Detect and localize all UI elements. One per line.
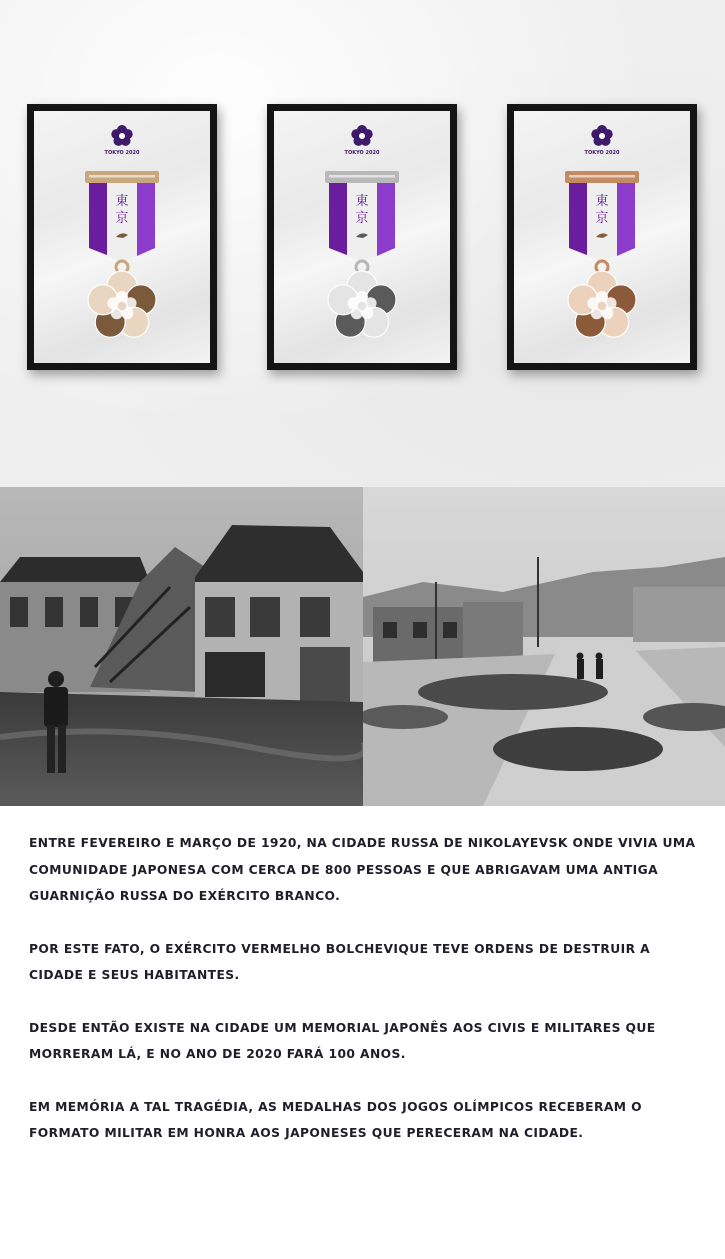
poster-paper (34, 111, 210, 363)
sakura-medal-icon (328, 271, 396, 337)
tokyo2020-emblem-icon (111, 125, 132, 146)
emblem-label: TOKYO 2020 (584, 150, 620, 156)
kanji-bottom: 京 (595, 211, 609, 226)
medals-wall (0, 0, 725, 487)
historic-photo-ruined-houses (0, 487, 363, 806)
tokyo2020-emblem-icon (591, 125, 612, 146)
kanji-top: 東 (595, 194, 609, 209)
emblem-label: TOKYO 2020 (344, 150, 380, 156)
poster-frame-silver (267, 104, 457, 370)
sakura-medal-icon (568, 271, 636, 337)
tokyo2020-emblem-icon (351, 125, 372, 146)
historic-photo-destroyed-street (363, 487, 725, 806)
history-text (29, 830, 701, 1173)
kanji-top: 東 (115, 194, 129, 209)
paragraph-1: ENTRE FEVEREIRO E MARÇO DE 1920, NA CIDADE RUSSA DE NIKOLAYEVSK ONDE VIVIA UMA COMUNIDADE JAPONESA COM CERCA DE 800 PESSOAS E QUE ABRIGAVAM UMA ANTIGA GUARNIÇÃO RUSSA DO EXÉRCITO BRANCO. (29, 836, 696, 903)
poster-frame-gold (27, 104, 217, 370)
sakura-medal-icon (88, 271, 156, 337)
poster-paper (514, 111, 690, 363)
emblem-label: TOKYO 2020 (104, 150, 140, 156)
kanji-bottom: 京 (115, 211, 129, 226)
paragraph-3: DESDE ENTÃO EXISTE NA CIDADE UM MEMORIAL JAPONÊS AOS CIVIS E MILITARES QUE MORRERAM LÁ, E NO ANO DE 2020 FARÁ 100 ANOS. (29, 1020, 656, 1061)
paragraph-2: POR ESTE FATO, O EXÉRCITO VERMELHO BOLCHEVIQUE TEVE ORDENS DE DESTRUIR A CIDADE E SEUS HABITANTES. (29, 941, 651, 982)
kanji-top: 東 (355, 194, 369, 209)
kanji-bottom: 京 (355, 211, 369, 226)
poster-frame-bronze (507, 104, 697, 370)
poster-paper (274, 111, 450, 363)
paragraph-4: EM MEMÓRIA A TAL TRAGÉDIA, AS MEDALHAS DOS JOGOS OLÍMPICOS RECEBERAM O FORMATO MILITAR EM HONRA AOS JAPONESES QUE PERECERAM NA CIDADE. (29, 1099, 642, 1140)
